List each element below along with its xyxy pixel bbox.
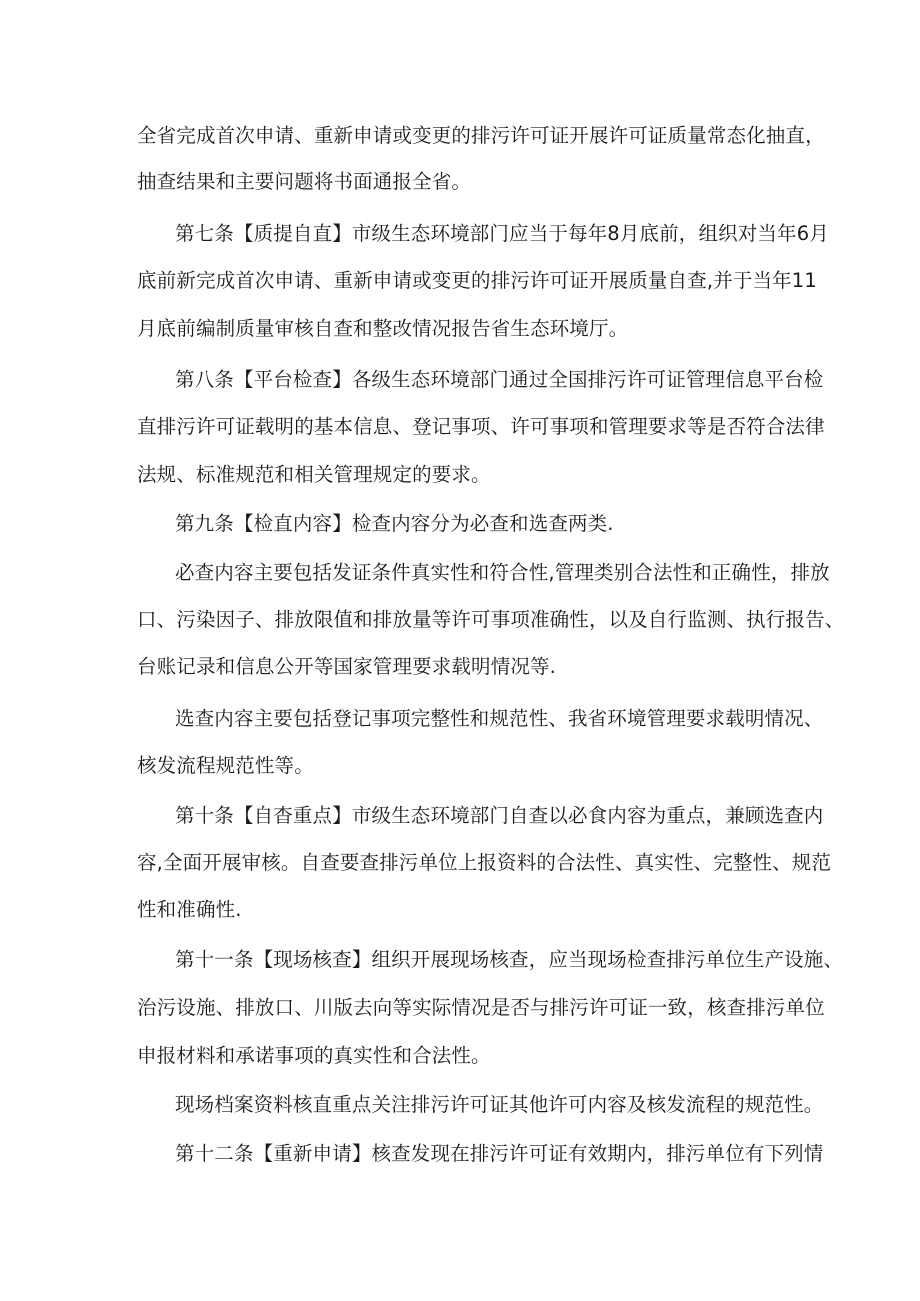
text-line: 第九条【检直内容】检查内容分为必查和选查两类.: [175, 512, 614, 535]
text-line: 核发流程规范性等。: [137, 754, 314, 777]
text-line: 口、污染因子、排放限值和排放量等许可事项准确性，以及自行监测、执行报告、: [137, 608, 845, 631]
text-line: 第七条【质提自直】市级生态环境部门应当于每年8月底前，组织对当年6月: [175, 222, 829, 245]
text-line: 第八条【平台检查】各级生态环境部门通过全国排污许可证管理信息平台检: [175, 368, 824, 391]
text-line: 第十二条【重新申请】核查发现在排污许可证有效期内，排污单位有下列情: [175, 1142, 824, 1165]
text-line: 容,全面开展审核。自查要查排污单位上报资料的合法性、真实性、完整性、规范: [137, 851, 832, 874]
text-line: 第十条【自杳重点】市级生态环境部门自查以必食内容为重点，兼顾选查内: [175, 804, 824, 827]
text-line: 抽查结果和主要问题将书面通报全省。: [137, 170, 472, 193]
text-line: 必查内容主要包括发证条件真实性和符合性,管理类别合法性和正确性，排放: [175, 561, 830, 584]
text-line: 申报材料和承诺事项的真实性和合法性。: [137, 1044, 491, 1067]
text-line: 治污设施、排放口、川版去向等实际情况是否与排污许可证一致，核查排污单位: [137, 996, 825, 1019]
text-line: 性和准确性.: [137, 898, 242, 921]
text-line: 台账记录和信息公开等国家管理要求载明情况等.: [137, 655, 556, 678]
text-line: 全省完成首次申请、重新申请或变更的排污许可证开展许可证质量常态化抽直，: [137, 124, 825, 147]
text-line: 底前新完成首次申请、重新申请或变更的排污许可证开展质量自查,并于当年11: [137, 269, 817, 292]
text-line: 现场档案资料核直重点关注排污许可证其他许可内容及核发流程的规范性。: [175, 1093, 824, 1116]
text-line: 直排污许可证载明的基本信息、登记事项、许可事项和管理要求等是否符合法律: [137, 415, 825, 438]
text-line: 选查内容主要包括登记事项完整性和规范性、我省环境管理要求载明情况、: [175, 707, 824, 730]
text-line: 法规、标准规范和相关管理规定的要求。: [137, 463, 491, 486]
text-line: 月底前编制质量审核自查和整改情况报告省生态环境厅。: [137, 317, 629, 340]
text-line: 第十一条【现场核查】组织开展现场核查，应当现场检查排污单位生产设施、: [175, 948, 844, 971]
